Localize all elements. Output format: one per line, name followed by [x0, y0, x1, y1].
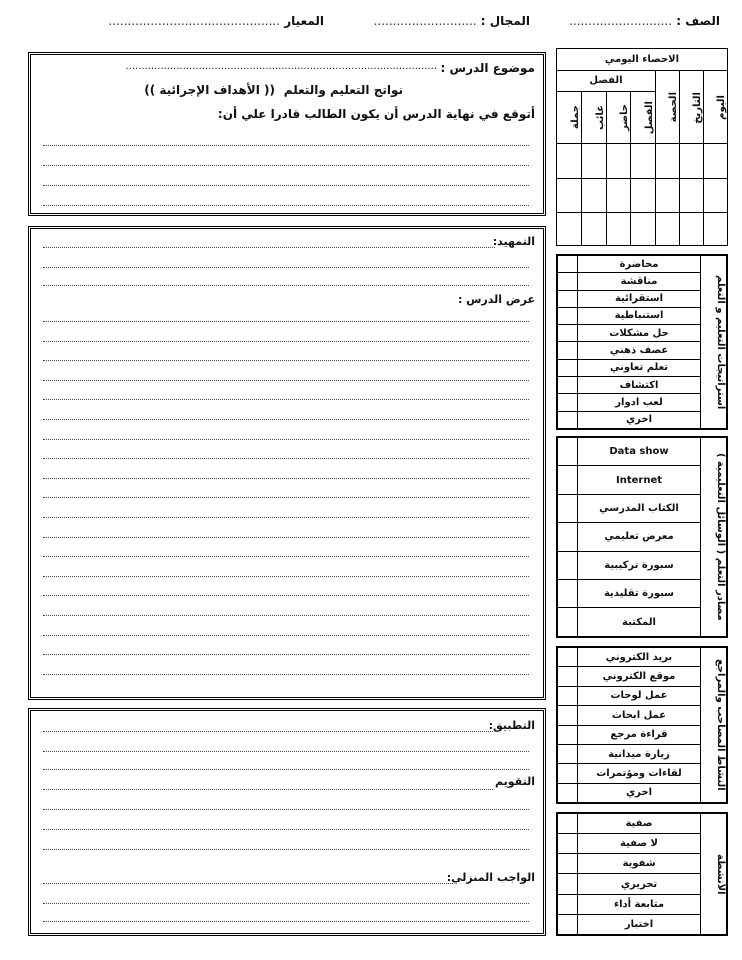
application-box	[28, 708, 546, 936]
resource-item: Data show	[578, 438, 701, 466]
resource-check-cell[interactable]	[558, 580, 578, 608]
header-class	[569, 14, 720, 32]
extra-activity-label-cell	[701, 648, 727, 803]
col-class: الفصل	[644, 100, 655, 135]
col-absent: غائب	[594, 105, 606, 130]
activity-check-cell[interactable]	[558, 894, 578, 914]
extra-activity-check-cell[interactable]	[558, 706, 578, 725]
strategy-check-cell[interactable]	[558, 342, 578, 359]
intro-label: التمهيد:	[492, 235, 535, 248]
strategy-row	[558, 256, 727, 273]
extra-activity-check-cell[interactable]	[558, 764, 578, 783]
field-label: المجال :	[480, 14, 530, 28]
intro-line[interactable]	[43, 285, 529, 286]
resource-item: الكتاب المدرسي	[578, 494, 701, 522]
presentation-line[interactable]	[43, 458, 529, 459]
strategy-label-cell	[701, 256, 727, 429]
presentation-line[interactable]	[43, 595, 529, 596]
resource-item: Internet	[578, 466, 701, 494]
presentation-line[interactable]	[43, 321, 529, 322]
resource-item: معرض تعليمي	[578, 523, 701, 551]
stats-row[interactable]	[557, 178, 728, 213]
extra-activity-row	[558, 648, 727, 667]
standard-dots: .............................................	[108, 14, 281, 28]
resource-label-cell	[701, 438, 727, 637]
strategy-check-cell[interactable]	[558, 256, 578, 273]
topic-label: موضوع الدرس :	[440, 61, 535, 75]
homework-line[interactable]	[43, 903, 529, 904]
resource-row	[558, 438, 727, 466]
strategy-item: محاضرة	[578, 256, 701, 273]
header-field	[374, 14, 530, 32]
presentation-line[interactable]	[43, 674, 529, 675]
resource-check-cell[interactable]	[558, 466, 578, 494]
topic-dots: ..................................................................................................	[125, 61, 437, 72]
objectives-box	[28, 52, 546, 216]
daily-stats-title: الاحصاء اليومي	[557, 49, 728, 71]
extra-activity-check-cell[interactable]	[558, 648, 578, 667]
objective-line[interactable]	[43, 205, 529, 206]
strategy-item: اخري	[578, 411, 701, 428]
extra-activity-item: زيارة ميدانية	[578, 744, 701, 763]
evaluation-line[interactable]	[43, 809, 529, 810]
daily-stats-table	[556, 48, 728, 246]
extra-activity-item: لقاءات ومؤتمرات	[578, 764, 701, 783]
objectives-label: (( الأهداف الإجرائية ))	[144, 83, 275, 97]
intro-line[interactable]	[43, 267, 529, 268]
activity-check-cell[interactable]	[558, 874, 578, 894]
extra-activity-check-cell[interactable]	[558, 686, 578, 705]
extra-activity-check-cell[interactable]	[558, 667, 578, 686]
extra-activity-item: قراءة مرجع	[578, 725, 701, 744]
strategy-item: مناقشة	[578, 273, 701, 290]
strategy-check-cell[interactable]	[558, 411, 578, 428]
presentation-line[interactable]	[43, 497, 529, 498]
strategies-panel	[556, 254, 728, 430]
strategy-item: عصف ذهني	[578, 342, 701, 359]
strategy-check-cell[interactable]	[558, 273, 578, 290]
resource-item: المكتبة	[578, 608, 701, 637]
standard-label: المعيار	[284, 14, 324, 28]
homework-line[interactable]	[43, 883, 453, 884]
resource-item: سبورة تقليدية	[578, 580, 701, 608]
extra-activity-check-cell[interactable]	[558, 783, 578, 802]
extra-activity-check-cell[interactable]	[558, 725, 578, 744]
presentation-line[interactable]	[43, 615, 529, 616]
presentation-line[interactable]	[43, 654, 529, 655]
strategy-label: استراتيجات التعليم و التعلم	[715, 274, 726, 410]
extra-activity-check-cell[interactable]	[558, 744, 578, 763]
col-present: حاضر	[619, 104, 631, 131]
activity-item: شفوية	[578, 854, 701, 874]
evaluation-line[interactable]	[43, 789, 493, 790]
strategy-check-cell[interactable]	[558, 307, 578, 324]
class-dots: ...........................	[569, 14, 673, 28]
apply-line[interactable]	[43, 731, 493, 732]
extra-activity-item: عمل لوحات	[578, 686, 701, 705]
activity-row	[558, 814, 727, 834]
presentation-label: عرض الدرس :	[458, 293, 535, 306]
lesson-content-box	[28, 226, 546, 700]
homework-label: الواجب المنزلي:	[446, 871, 535, 884]
activity-item: لا صفية	[578, 834, 701, 854]
class-label: الصف :	[676, 14, 720, 28]
apply-line[interactable]	[43, 751, 529, 752]
activity-check-cell[interactable]	[558, 834, 578, 854]
resource-label: مصادر التعلم ( الوسائل التعليمية )	[715, 453, 726, 621]
apply-label: التطبيق:	[488, 719, 535, 732]
outcomes-label: نواتج التعليم والتعلم	[283, 83, 403, 97]
strategy-item: استنباطية	[578, 307, 701, 324]
strategy-check-cell[interactable]	[558, 325, 578, 342]
activities-panel	[556, 812, 728, 936]
objective-line[interactable]	[43, 165, 529, 166]
field-dots: ...........................	[373, 14, 477, 28]
strategy-item: استقرائية	[578, 290, 701, 307]
presentation-line[interactable]	[43, 556, 529, 557]
intro-line[interactable]	[43, 247, 495, 248]
resource-check-cell[interactable]	[558, 494, 578, 522]
evaluation-line[interactable]	[43, 829, 529, 830]
presentation-line[interactable]	[43, 576, 529, 577]
strategy-item: اكتشاف	[578, 376, 701, 393]
resource-check-cell[interactable]	[558, 523, 578, 551]
activity-item: اختبار	[578, 914, 701, 934]
activities-extra-panel	[556, 646, 728, 804]
resource-check-cell[interactable]	[558, 551, 578, 579]
presentation-line[interactable]	[43, 360, 529, 361]
activity-check-cell[interactable]	[558, 814, 578, 834]
resource-check-cell[interactable]	[558, 438, 578, 466]
objective-line[interactable]	[43, 145, 529, 146]
homework-line[interactable]	[43, 921, 529, 922]
extra-activity-item: عمل ابحاث	[578, 706, 701, 725]
presentation-line[interactable]	[43, 517, 529, 518]
extra-activity-item: موقع الكتروني	[578, 667, 701, 686]
evaluation-line[interactable]	[43, 849, 529, 850]
presentation-line[interactable]	[43, 399, 529, 400]
activity-check-cell[interactable]	[558, 854, 578, 874]
strategy-item: لعب ادوار	[578, 394, 701, 411]
apply-line[interactable]	[43, 769, 529, 770]
activity-item: تحريري	[578, 874, 701, 894]
strategy-check-cell[interactable]	[558, 376, 578, 393]
activity-label: الأنشطة	[715, 853, 726, 895]
activity-item: متابعة أداء	[578, 894, 701, 914]
presentation-line[interactable]	[43, 380, 529, 381]
stats-row[interactable]	[557, 144, 728, 179]
col-date: التاريخ	[692, 91, 703, 124]
header-standard	[108, 14, 324, 32]
presentation-line[interactable]	[43, 537, 529, 538]
strategy-check-cell[interactable]	[558, 394, 578, 411]
strategy-check-cell[interactable]	[558, 359, 578, 376]
extra-activity-item: بريد الكتروني	[578, 648, 701, 667]
resource-check-cell[interactable]	[558, 608, 578, 637]
col-total: جملة	[569, 105, 581, 130]
expect-label: أتوقع في نهاية الدرس أن يكون الطالب قادرا علي أن:	[217, 107, 535, 121]
extra-activity-item: اخري	[578, 783, 701, 802]
col-day: اليوم	[716, 94, 727, 120]
activity-check-cell[interactable]	[558, 914, 578, 934]
resources-panel	[556, 436, 728, 638]
presentation-line[interactable]	[43, 341, 529, 342]
extra-activity-label: النشاط المصاحب والمراجع	[715, 659, 726, 791]
strategy-item: تعلم تعاوني	[578, 359, 701, 376]
stats-row[interactable]	[557, 213, 728, 246]
presentation-line[interactable]	[43, 635, 529, 636]
activity-item: صفية	[578, 814, 701, 834]
class-group-header: الفصل	[557, 71, 656, 91]
presentation-line[interactable]	[43, 439, 529, 440]
strategy-check-cell[interactable]	[558, 290, 578, 307]
presentation-line[interactable]	[43, 478, 529, 479]
objective-line[interactable]	[43, 185, 529, 186]
resource-item: سبورة تركيبية	[578, 551, 701, 579]
strategy-item: حل مشكلات	[578, 325, 701, 342]
col-period: الحصة	[668, 92, 679, 123]
activity-label-cell	[701, 814, 727, 935]
presentation-line[interactable]	[43, 419, 529, 420]
evaluation-label: التقويم	[495, 775, 535, 788]
